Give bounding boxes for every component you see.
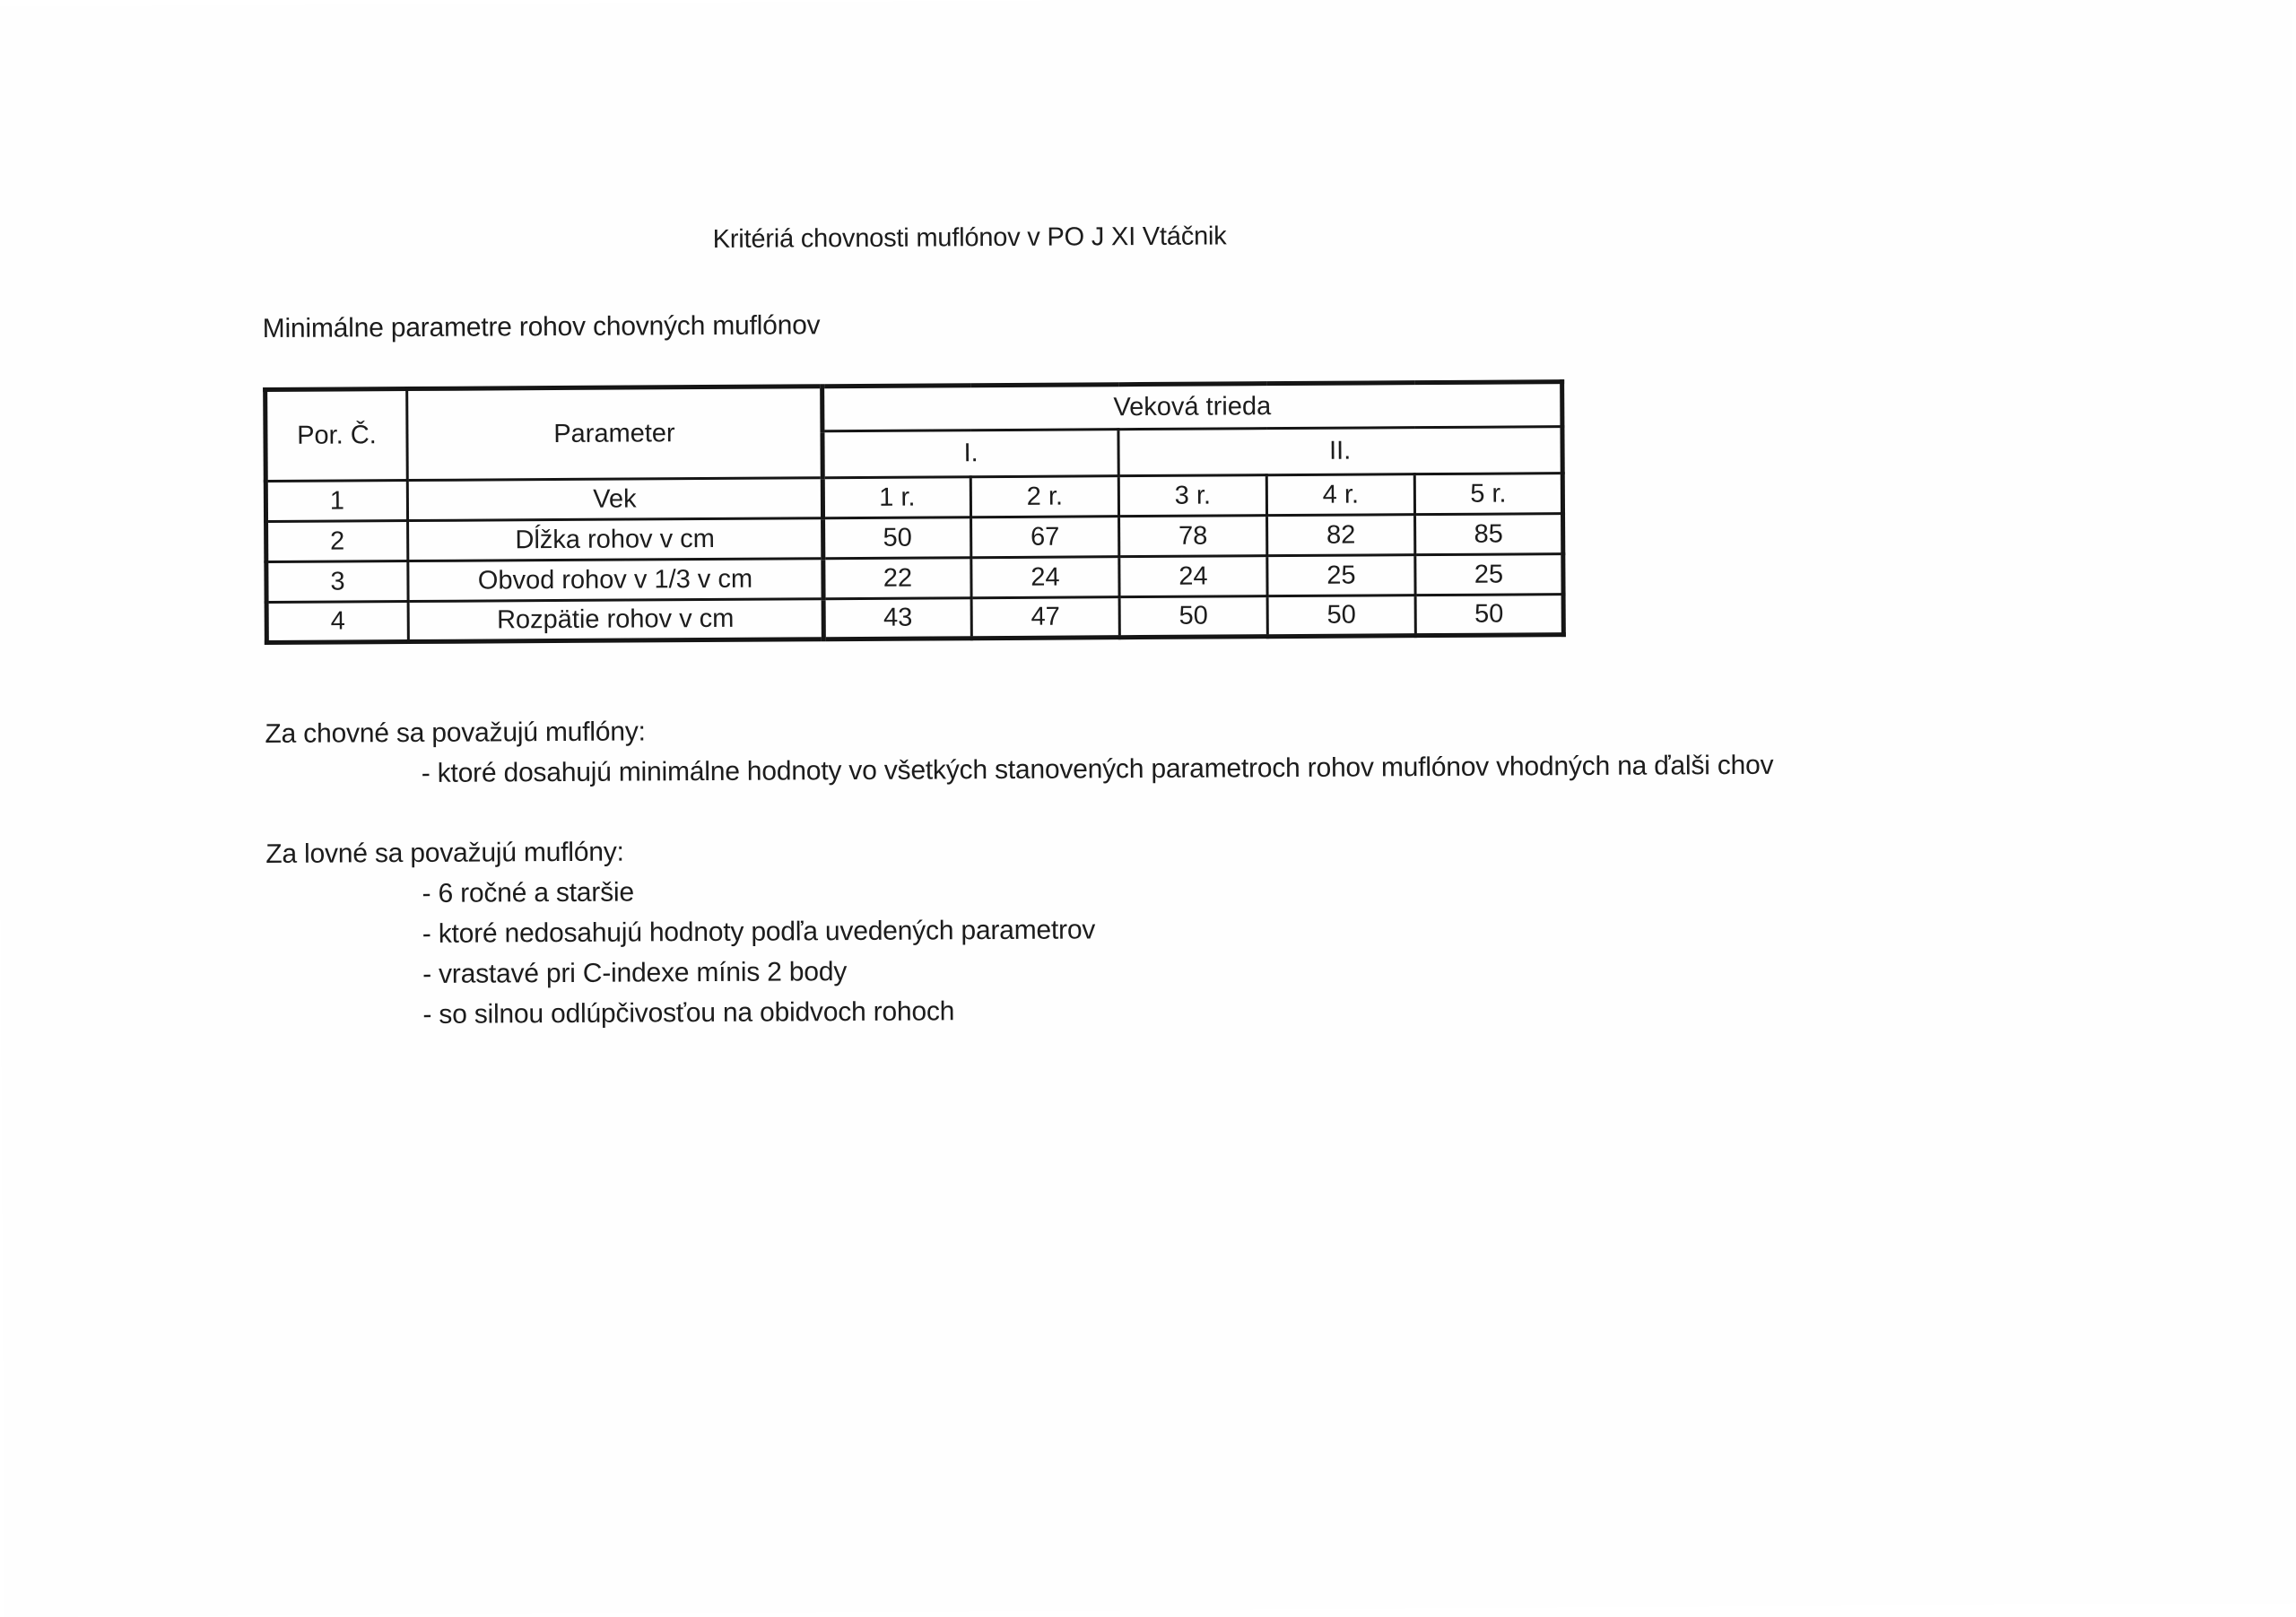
table-cell: 2 [266, 521, 408, 562]
table-row [266, 595, 1563, 643]
table-header-cell: I. [822, 430, 1118, 478]
table-cell: 25 [1267, 555, 1415, 596]
table-cell: 25 [1415, 554, 1563, 596]
table-cell: 43 [823, 598, 971, 639]
table-cell: 4 [266, 602, 408, 643]
document-title: Kritériá chovnosti muflónov v PO J XI Vtáčnik [712, 222, 1227, 254]
table-cell: 78 [1119, 516, 1267, 557]
table-cell: 50 [1267, 596, 1415, 637]
section-heading: Za chovné sa považujú muflóny: [265, 717, 646, 750]
bullet-item: - so silnou odlúpčivosťou na obidvoch rohoch [422, 996, 955, 1030]
table-cell: 85 [1415, 514, 1563, 555]
table-cell: 50 [1119, 596, 1267, 638]
bullet-item: - ktoré nedosahujú hodnoty podľa uvedených parametrov [422, 915, 1096, 949]
table-header-cell: Parameter [407, 387, 823, 481]
table-cell: 1 r. [822, 477, 970, 518]
section-chovne [265, 705, 1773, 795]
table-header-cell: Por. Č. [265, 389, 408, 482]
table-cell: Vek [407, 478, 822, 521]
table-cell: 2 r. [970, 476, 1118, 517]
table-cell: 1 [265, 481, 407, 522]
table-header-cell: Veková trieda [822, 382, 1562, 431]
table-cell: 50 [1415, 595, 1563, 636]
table-cell: 82 [1267, 515, 1415, 556]
bullet-item: - vrastavé pri C-indexe mínis 2 body [422, 957, 848, 989]
table-cell: 3 [266, 561, 408, 603]
table-cell: Dĺžka rohov v cm [408, 518, 823, 561]
table-cell: 4 r. [1266, 474, 1414, 516]
document-subtitle: Minimálne parametre rohov chovných muflónov [262, 310, 821, 344]
table-cell: Obvod rohov v 1/3 v cm [408, 559, 823, 602]
table-cell: 67 [971, 517, 1119, 558]
table-cell: 3 r. [1118, 475, 1266, 517]
bullet-item: - 6 ročné a staršie [422, 877, 634, 908]
table-cell: 47 [971, 597, 1119, 639]
bullet-item: - ktoré dosahujú minimálne hodnoty vo všetkých stanovených parametroch rohov muflónov vhodných na ďalši chov [421, 750, 1774, 788]
table-header-cell: II. [1118, 427, 1562, 476]
table-cell: 24 [971, 557, 1119, 598]
table-row [265, 382, 1562, 435]
table-cell: 22 [823, 558, 971, 599]
parameters-table [263, 379, 1566, 645]
table-cell: 24 [1119, 556, 1267, 597]
table-cell: 5 r. [1414, 474, 1562, 515]
section-heading: Za lovné sa považujú muflóny: [265, 837, 624, 870]
table-cell: 50 [823, 517, 971, 559]
section-lovne [265, 829, 1096, 1036]
table-cell: Rozpätie rohov v cm [408, 599, 823, 642]
